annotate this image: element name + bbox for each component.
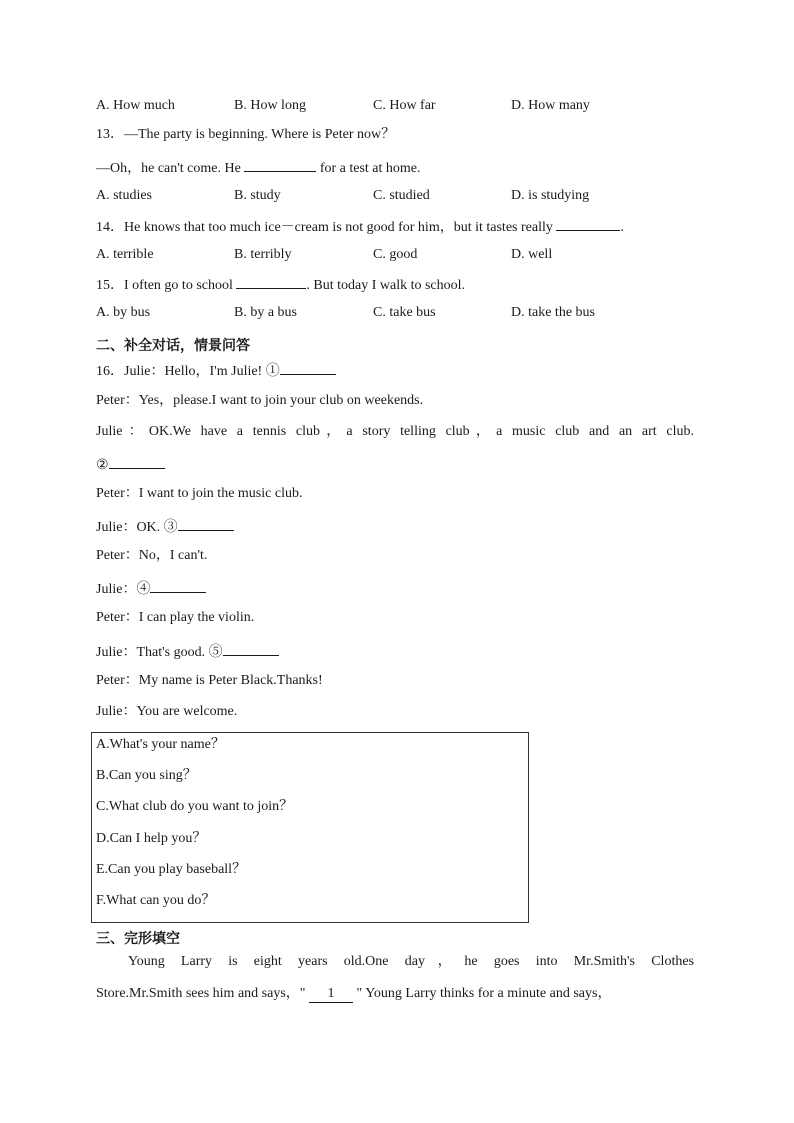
- q13-option-a: A. studies: [96, 188, 152, 203]
- dialogue-text: 16．Julie：Hello，I'm Julie! ①: [96, 364, 280, 379]
- choice-d: D.Can I help you？: [96, 831, 207, 846]
- dialogue-line-6: [96, 516, 234, 537]
- choice-b: B.Can you sing？: [96, 768, 197, 783]
- q12-option-a: A. How much: [96, 98, 175, 113]
- dialogue-line-9: Peter：I can play the violin.: [96, 610, 255, 625]
- q14-question-pre: 14．He knows that too much ice－cream is not good for him，but it tastes really: [96, 220, 553, 235]
- q15-question: [96, 274, 465, 295]
- dialogue-text: ②: [96, 458, 109, 473]
- dialogue-blank-3[interactable]: [178, 516, 234, 531]
- cloze-blank-1[interactable]: 1: [309, 986, 353, 1003]
- dialogue-line-5: Peter：I want to join the music club.: [96, 486, 303, 501]
- q13-option-c: C. studied: [373, 188, 430, 203]
- cloze-line-2-post: " Young Larry thinks for a minute and says，: [356, 986, 612, 1001]
- dialogue-text: Julie：④: [96, 582, 151, 597]
- dialogue-text: Julie：OK. ③: [96, 520, 178, 535]
- dialogue-text: Julie：That's good. ⑤: [96, 645, 223, 660]
- q12-option-c: C. How far: [373, 98, 436, 113]
- section-3-heading: 三、完形填空: [96, 931, 180, 947]
- dialogue-blank-1[interactable]: [280, 360, 336, 375]
- q13-answer-blank[interactable]: [244, 157, 316, 172]
- cloze-line-1: Young Larry is eight years old.One day，he goes into Mr.Smith's Clothes: [128, 954, 694, 969]
- q13-sentence-pre: —Oh，he can't come. He: [96, 161, 241, 176]
- q15-option-c: C. take bus: [373, 305, 436, 320]
- q12-option-d: D. How many: [511, 98, 590, 113]
- q13-option-b: B. study: [234, 188, 281, 203]
- dialogue-line-7: Peter：No，I can't.: [96, 548, 208, 563]
- section-2-heading: 二、补全对话，情景问答: [96, 338, 250, 354]
- q15-option-a: A. by bus: [96, 305, 151, 320]
- q14-answer-blank[interactable]: [556, 216, 620, 231]
- choice-e: E.Can you play baseball？: [96, 862, 247, 877]
- q14-option-c: C. good: [373, 247, 418, 262]
- q15-question-post: . But today I walk to school.: [306, 278, 466, 293]
- dialogue-line-8: [96, 578, 206, 599]
- q15-option-b: B. by a bus: [234, 305, 297, 320]
- q13-sentence: [96, 157, 421, 178]
- q14-option-b: B. terribly: [234, 247, 292, 262]
- dialogue-blank-2[interactable]: [109, 454, 165, 469]
- choice-c: C.What club do you want to join？: [96, 799, 294, 814]
- q13-option-d: D. is studying: [511, 188, 590, 203]
- dialogue-line-3: Julie：OK.We have a tennis club，a story telling club，a music club and an art club.: [96, 424, 694, 439]
- q14-question: [96, 216, 624, 237]
- choice-a: A.What's your name？: [96, 737, 225, 752]
- q14-option-a: A. terrible: [96, 247, 154, 262]
- q14-option-d: D. well: [511, 247, 553, 262]
- q14-question-post: .: [620, 220, 624, 235]
- cloze-line-2-pre: Store.Mr.Smith sees him and says，": [96, 986, 306, 1001]
- dialogue-blank-5[interactable]: [223, 641, 279, 656]
- dialogue-blank-4[interactable]: [150, 578, 206, 593]
- q12-option-b: B. How long: [234, 98, 306, 113]
- q15-question-pre: 15．I often go to school: [96, 278, 233, 293]
- choice-f: F.What can you do？: [96, 893, 216, 908]
- q15-option-d: D. take the bus: [511, 305, 595, 320]
- dialogue-line-1: [96, 360, 336, 381]
- dialogue-line-10: [96, 641, 279, 662]
- dialogue-line-2: Peter：Yes，please.I want to join your club on weekends.: [96, 393, 424, 408]
- q15-answer-blank[interactable]: [236, 274, 306, 289]
- q13-question: 13．—The party is beginning. Where is Peter now？: [96, 127, 396, 142]
- dialogue-line-11: Peter：My name is Peter Black.Thanks!: [96, 673, 323, 688]
- dialogue-line-4: [96, 454, 165, 475]
- q13-sentence-post: for a test at home.: [319, 161, 421, 176]
- cloze-line-2: [96, 985, 611, 1003]
- dialogue-line-12: Julie：You are welcome.: [96, 704, 238, 719]
